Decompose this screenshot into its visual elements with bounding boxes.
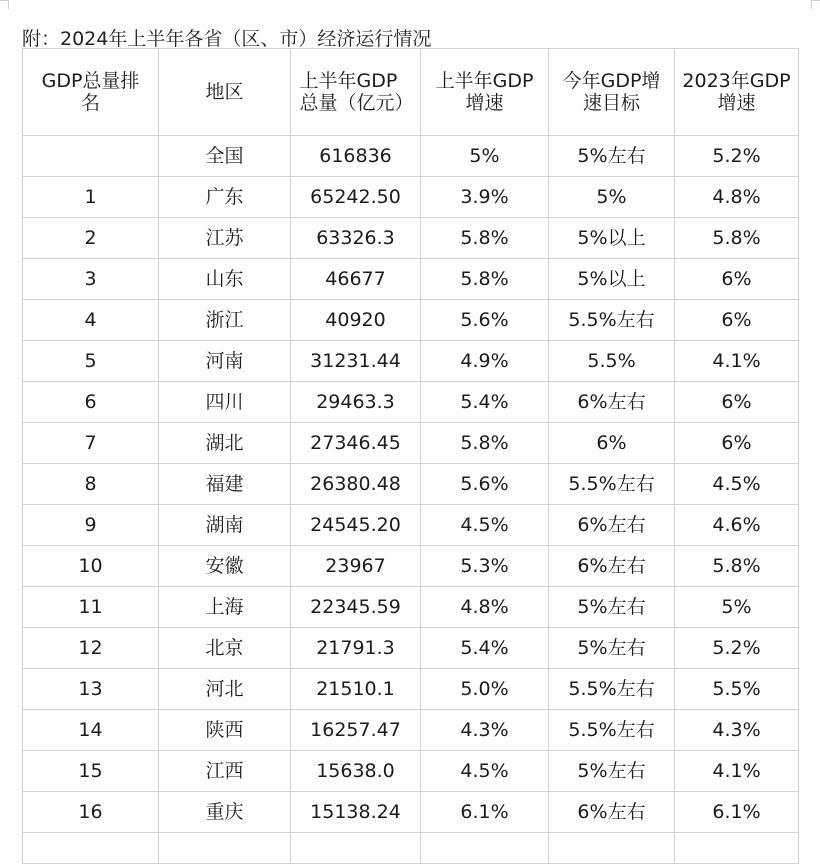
page-corner-mark-right — [811, 0, 820, 9]
cell-gdp-total: 23967 — [291, 546, 421, 587]
cell-region: 重庆 — [159, 792, 291, 833]
cell-growth: 5.4% — [421, 382, 549, 423]
cell-growth: 4.3% — [421, 710, 549, 751]
cell-growth: 4.8% — [421, 587, 549, 628]
table-row — [23, 628, 799, 669]
cell-target: 5.5% — [549, 341, 675, 382]
cell-rank: 2 — [23, 218, 159, 259]
page-corner-mark-left — [0, 0, 9, 9]
cell-gdp-total: 29463.3 — [291, 382, 421, 423]
cell-rank: 9 — [23, 505, 159, 546]
cell-rank: 8 — [23, 464, 159, 505]
cell-gdp-total: 24545.20 — [291, 505, 421, 546]
cell-gdp-total: 616836 — [291, 136, 421, 177]
cell-rank: 12 — [23, 628, 159, 669]
cell-growth: 5.4% — [421, 628, 549, 669]
cell-prev-growth: 4.1% — [675, 341, 799, 382]
cell-prev-growth: 6% — [675, 300, 799, 341]
cell-region: 河南 — [159, 341, 291, 382]
cell-growth: 4.9% — [421, 341, 549, 382]
cell-growth: 5.6% — [421, 464, 549, 505]
cell-prev-growth: 6% — [675, 423, 799, 464]
cell-gdp-total: 26380.48 — [291, 464, 421, 505]
table-row — [23, 382, 799, 423]
cell-rank: 4 — [23, 300, 159, 341]
header-region: 地区 — [159, 49, 291, 136]
cell-region: 陕西 — [159, 710, 291, 751]
cell-gdp-total: 21510.1 — [291, 669, 421, 710]
cell-rank: 13 — [23, 669, 159, 710]
table-row — [23, 259, 799, 300]
table-row — [23, 300, 799, 341]
table-row — [23, 341, 799, 382]
cell-growth: 5% — [421, 136, 549, 177]
cell-target: 5%以上 — [549, 218, 675, 259]
cell-rank: 6 — [23, 382, 159, 423]
table-row — [23, 669, 799, 710]
table-row — [23, 546, 799, 587]
cell-gdp-total: 40920 — [291, 300, 421, 341]
cell-region: 四川 — [159, 382, 291, 423]
cell-prev-growth: 4.1% — [675, 751, 799, 792]
cell-growth: 5.3% — [421, 546, 549, 587]
cell-prev-growth: 4.8% — [675, 177, 799, 218]
header-target: 今年GDP增速目标 — [549, 49, 675, 136]
cell-region: 北京 — [159, 628, 291, 669]
cell-target: 5%左右 — [549, 628, 675, 669]
cell-region: 广东 — [159, 177, 291, 218]
cell-rank: 10 — [23, 546, 159, 587]
table-row — [23, 136, 799, 177]
header-rank: GDP总量排名 — [23, 49, 159, 136]
cell-growth: 6.1% — [421, 792, 549, 833]
table-row-cut-off — [23, 833, 799, 864]
cell-growth: 5.8% — [421, 259, 549, 300]
cell-prev-growth: 6% — [675, 382, 799, 423]
cell-gdp-total: 22345.59 — [291, 587, 421, 628]
cell-target: 5.5%左右 — [549, 669, 675, 710]
cell-gdp-total: 16257.47 — [291, 710, 421, 751]
table-row — [23, 505, 799, 546]
cell-target: 6%左右 — [549, 382, 675, 423]
cell-target: 5%左右 — [549, 751, 675, 792]
cell-target: 5.5%左右 — [549, 464, 675, 505]
cell-prev-growth: 5.2% — [675, 136, 799, 177]
cell-region: 全国 — [159, 136, 291, 177]
cell-target: 5.5%左右 — [549, 300, 675, 341]
header-gdp-total: 上半年GDP总量（亿元） — [291, 49, 421, 136]
cell-target: 6%左右 — [549, 505, 675, 546]
cell-region: 江苏 — [159, 218, 291, 259]
cell-gdp-total: 15138.24 — [291, 792, 421, 833]
cell-region: 湖北 — [159, 423, 291, 464]
cell-target: 6% — [549, 423, 675, 464]
gdp-table — [22, 48, 799, 864]
table-row — [23, 587, 799, 628]
header-prev-growth: 2023年GDP增速 — [675, 49, 799, 136]
table-row — [23, 423, 799, 464]
cell-growth: 5.8% — [421, 218, 549, 259]
cell-region: 浙江 — [159, 300, 291, 341]
cell-gdp-total: 65242.50 — [291, 177, 421, 218]
cell-prev-growth: 5.5% — [675, 669, 799, 710]
table-row — [23, 464, 799, 505]
cell-target: 6%左右 — [549, 546, 675, 587]
cell-growth: 5.8% — [421, 423, 549, 464]
cell-growth: 5.6% — [421, 300, 549, 341]
cell-gdp-total: 21791.3 — [291, 628, 421, 669]
cell-rank: 15 — [23, 751, 159, 792]
cell-region: 山东 — [159, 259, 291, 300]
cell-prev-growth: 5.8% — [675, 218, 799, 259]
document-title: 附：2024年上半年各省（区、市）经济运行情况 — [22, 28, 432, 50]
cell-target: 5% — [549, 177, 675, 218]
cell-prev-growth: 5.8% — [675, 546, 799, 587]
cell-gdp-total: 27346.45 — [291, 423, 421, 464]
cell-region: 上海 — [159, 587, 291, 628]
cell-gdp-total: 31231.44 — [291, 341, 421, 382]
cell-growth: 5.0% — [421, 669, 549, 710]
table-row — [23, 218, 799, 259]
cell-prev-growth: 5.2% — [675, 628, 799, 669]
cell-prev-growth: 4.5% — [675, 464, 799, 505]
cell-rank: 7 — [23, 423, 159, 464]
cell-rank: 16 — [23, 792, 159, 833]
table-row — [23, 177, 799, 218]
cell-growth: 4.5% — [421, 505, 549, 546]
table-row — [23, 710, 799, 751]
cell-gdp-total: 63326.3 — [291, 218, 421, 259]
cell-gdp-total: 46677 — [291, 259, 421, 300]
cell-prev-growth: 5% — [675, 587, 799, 628]
cell-target: 5%左右 — [549, 136, 675, 177]
cell-prev-growth: 4.6% — [675, 505, 799, 546]
cell-gdp-total: 15638.0 — [291, 751, 421, 792]
cell-rank: 14 — [23, 710, 159, 751]
cell-region: 江西 — [159, 751, 291, 792]
cell-prev-growth: 6.1% — [675, 792, 799, 833]
table-row — [23, 792, 799, 833]
cell-growth: 4.5% — [421, 751, 549, 792]
table-row — [23, 751, 799, 792]
cell-prev-growth: 6% — [675, 259, 799, 300]
cell-rank: 11 — [23, 587, 159, 628]
cell-rank: 3 — [23, 259, 159, 300]
cell-target: 6%左右 — [549, 792, 675, 833]
cell-target: 5%以上 — [549, 259, 675, 300]
table-header-row — [23, 49, 799, 136]
cell-target: 5.5%左右 — [549, 710, 675, 751]
cell-growth: 3.9% — [421, 177, 549, 218]
header-growth: 上半年GDP增速 — [421, 49, 549, 136]
cell-target: 5%左右 — [549, 587, 675, 628]
cell-rank: 1 — [23, 177, 159, 218]
cell-region: 河北 — [159, 669, 291, 710]
cell-region: 湖南 — [159, 505, 291, 546]
cell-rank — [23, 136, 159, 177]
cell-region: 安徽 — [159, 546, 291, 587]
cell-prev-growth: 4.3% — [675, 710, 799, 751]
cell-region: 福建 — [159, 464, 291, 505]
cell-rank: 5 — [23, 341, 159, 382]
